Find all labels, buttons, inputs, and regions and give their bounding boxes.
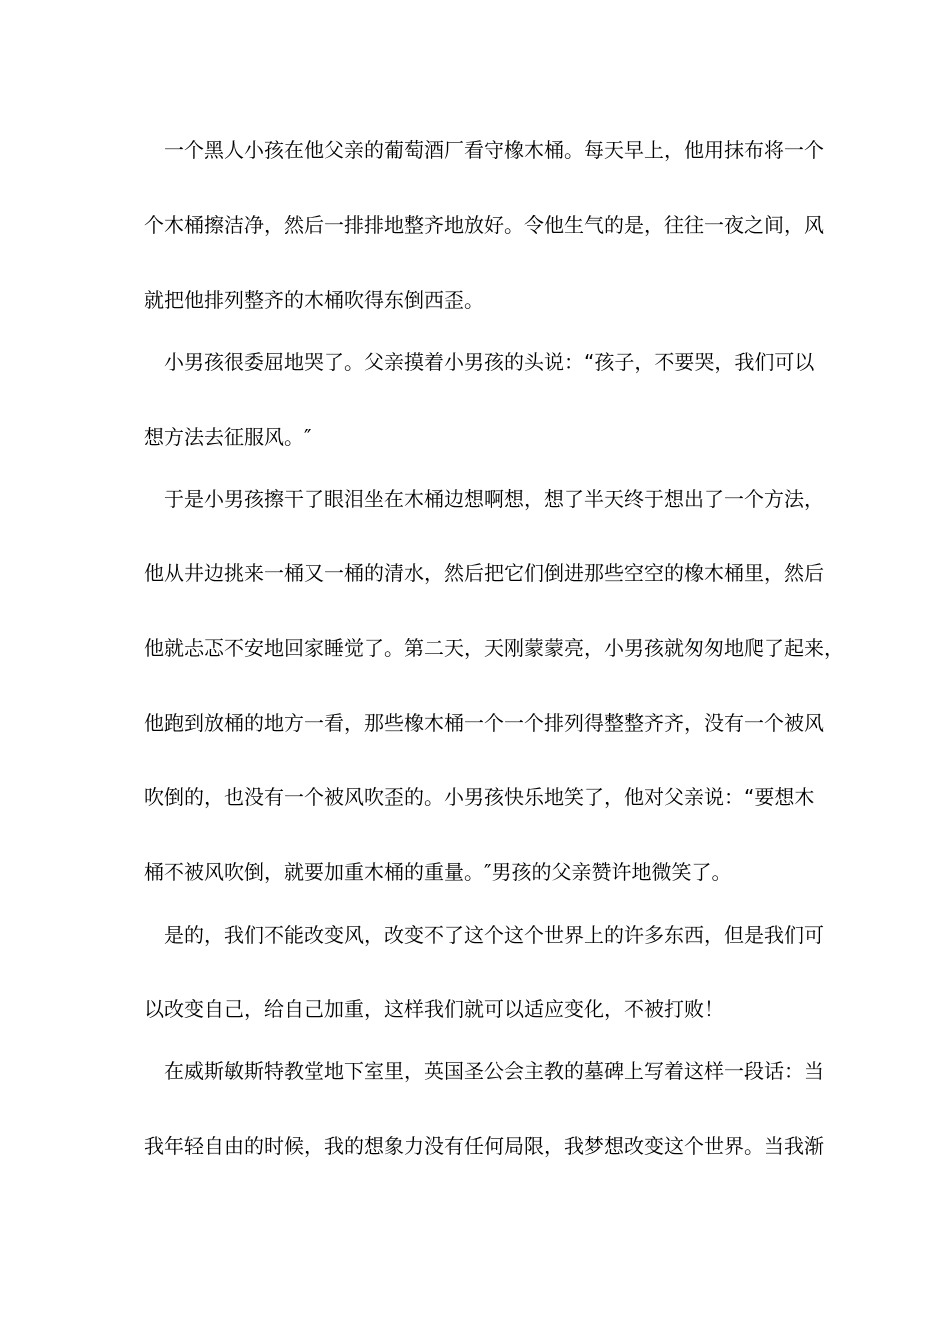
text-line: 他跑到放桶的地方一看，那些橡木桶一个一个排列得整整齐齐，没有一个被风 (144, 711, 824, 735)
text-line: 我年轻自由的时候，我的想象力没有任何局限，我梦想改变这个世界。当我渐 (144, 1134, 824, 1158)
text-line: 于是小男孩擦干了眼泪坐在木桶边想啊想，想了半天终于想出了一个方法， (164, 487, 824, 511)
text-line: 就把他排列整齐的木桶吹得东倒西歪。 (144, 288, 484, 312)
text-line: 个木桶擦洁净，然后一排排地整齐地放好。令他生气的是，往往一夜之间，风 (144, 213, 824, 237)
text-line: 一个黑人小孩在他父亲的葡萄酒厂看守橡木桶。每天早上，他用抹布将一个 (164, 138, 824, 162)
text-line: 是的，我们不能改变风，改变不了这个这个世界上的许多东西，但是我们可 (164, 923, 824, 947)
text-line: 桶不被风吹倒，就要加重木桶的重量。″男孩的父亲赞许地微笑了。 (144, 860, 732, 884)
text-line: 以改变自己，给自己加重，这样我们就可以适应变化，不被打败！ (144, 997, 724, 1021)
text-line: 在威斯敏斯特教堂地下室里，英国圣公会主教的墓碑上写着这样一段话：当 (164, 1059, 824, 1083)
text-line: 想方法去征服风。″ (144, 425, 312, 449)
text-line: 吹倒的，也没有一个被风吹歪的。小男孩快乐地笑了，他对父亲说：“要想木 (144, 785, 815, 809)
text-line: 小男孩很委屈地哭了。父亲摸着小男孩的头说：“孩子，不要哭，我们可以 (164, 350, 815, 374)
text-line: 他就忐忑不安地回家睡觉了。第二天，天刚蒙蒙亮，小男孩就匆匆地爬了起来， (144, 636, 844, 660)
text-line: 他从井边挑来一桶又一桶的清水，然后把它们倒进那些空空的橡木桶里，然后 (144, 561, 824, 585)
